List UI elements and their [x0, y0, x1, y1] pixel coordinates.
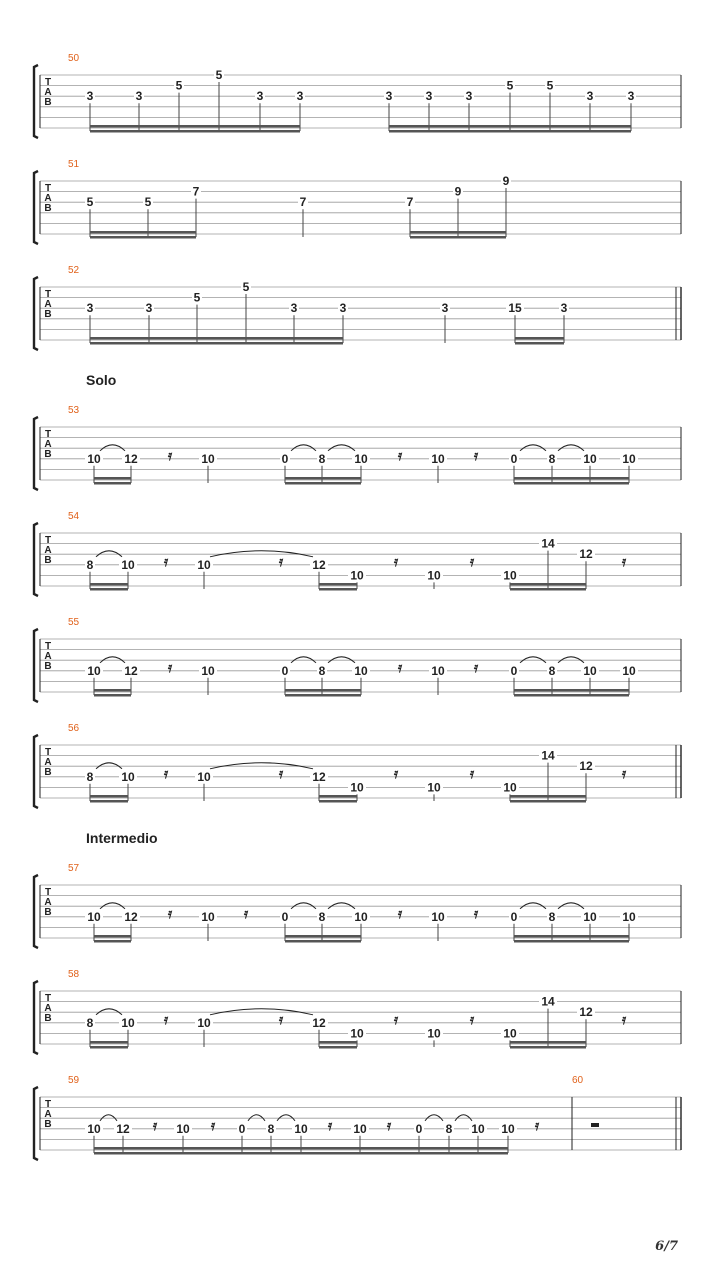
- rest-symbol: 𝄿: [327, 1117, 333, 1133]
- fret-number: 12: [312, 1015, 326, 1030]
- fret-number: 12: [124, 663, 138, 678]
- fret-number: 7: [406, 195, 414, 210]
- beam: [90, 125, 300, 128]
- tab-system: [34, 617, 681, 702]
- beam: [94, 689, 131, 692]
- fret-number: 3: [586, 89, 594, 104]
- beam: [319, 1041, 357, 1044]
- beam: [90, 795, 128, 798]
- tab-clef-letter: T: [44, 77, 52, 88]
- fret-number: 10: [431, 663, 445, 678]
- fret-number: 12: [579, 1005, 593, 1020]
- fret-number: 9: [454, 184, 462, 199]
- fret-number: 3: [385, 89, 393, 104]
- tab-clef-letter: B: [44, 1119, 52, 1130]
- fret-number: 8: [267, 1121, 275, 1136]
- tab-clef-letter: A: [44, 545, 52, 556]
- fret-number: 8: [86, 1015, 94, 1030]
- fret-number: 10: [294, 1121, 308, 1136]
- beam: [410, 231, 506, 234]
- tab-clef-letter: B: [44, 661, 52, 672]
- fret-number: 8: [548, 451, 556, 466]
- tie: [100, 445, 125, 451]
- fret-number: 12: [579, 547, 593, 562]
- beam: [515, 342, 564, 345]
- fret-number: 0: [510, 909, 518, 924]
- bar-number: 51: [68, 159, 80, 170]
- beam: [94, 1152, 508, 1155]
- tab-system: [34, 53, 681, 138]
- fret-number: 10: [197, 1015, 211, 1030]
- bar-number: 56: [68, 723, 80, 734]
- fret-number: 10: [583, 451, 597, 466]
- system-bracket: [34, 735, 38, 808]
- fret-number: 10: [350, 1026, 364, 1041]
- tab-system: [34, 863, 681, 948]
- fret-number: 3: [296, 89, 304, 104]
- fret-number: 9: [502, 174, 510, 188]
- tab-system: [34, 1075, 681, 1160]
- beam: [389, 125, 631, 128]
- fret-number: 14: [541, 748, 555, 763]
- rest-symbol: 𝄿: [397, 659, 403, 675]
- fret-number: 10: [350, 780, 364, 795]
- beam: [90, 130, 300, 133]
- rest-symbol: 𝄿: [397, 905, 403, 921]
- beam: [514, 482, 629, 485]
- bar-number: 55: [68, 617, 80, 628]
- tab-clef-letter: T: [44, 183, 52, 194]
- beam: [94, 477, 131, 480]
- tab-system: [34, 511, 681, 596]
- tab-clef-letter: B: [44, 449, 52, 460]
- fret-number: 10: [87, 909, 101, 924]
- tie: [520, 445, 546, 451]
- beam: [510, 795, 586, 798]
- fret-number: 10: [354, 663, 368, 678]
- fret-number: 5: [193, 290, 201, 305]
- fret-number: 10: [87, 663, 101, 678]
- fret-number: 12: [116, 1121, 130, 1136]
- beam: [90, 588, 128, 591]
- fret-number: 3: [290, 301, 298, 316]
- tab-system: [34, 969, 681, 1054]
- fret-number: 7: [299, 195, 307, 210]
- beam: [94, 694, 131, 697]
- tie: [558, 445, 584, 451]
- fret-number: 3: [339, 301, 347, 316]
- system-bracket: [34, 65, 38, 138]
- tab-system: [34, 723, 681, 808]
- beam: [285, 694, 361, 697]
- tab-clef-letter: T: [44, 887, 52, 898]
- fret-number: 0: [281, 663, 289, 678]
- fret-number: 10: [427, 1026, 441, 1041]
- fret-number: 10: [121, 557, 135, 572]
- fret-number: 14: [541, 536, 555, 551]
- beam: [510, 1046, 586, 1049]
- fret-number: 8: [318, 909, 326, 924]
- fret-number: 10: [583, 909, 597, 924]
- fret-number: 0: [415, 1121, 423, 1136]
- fret-number: 14: [541, 994, 555, 1009]
- rest-symbol: 𝄿: [152, 1117, 158, 1133]
- fret-number: 3: [256, 89, 264, 104]
- fret-number: 3: [135, 89, 143, 104]
- beam: [94, 935, 131, 938]
- beam: [510, 800, 586, 803]
- fret-number: 12: [312, 769, 326, 784]
- beam: [285, 689, 361, 692]
- fret-number: 3: [627, 89, 635, 104]
- rest-symbol: 𝄿: [278, 1011, 284, 1027]
- bar-number: 52: [68, 265, 80, 276]
- fret-number: 0: [510, 451, 518, 466]
- beam: [319, 1046, 357, 1049]
- fret-number: 10: [87, 451, 101, 466]
- tie: [291, 445, 316, 451]
- rest-symbol: 𝄿: [210, 1117, 216, 1133]
- tie: [328, 445, 355, 451]
- fret-number: 10: [622, 663, 636, 678]
- rest-symbol: 𝄿: [473, 905, 479, 921]
- fret-number: 0: [510, 663, 518, 678]
- rest-symbol: 𝄿: [621, 765, 627, 781]
- fret-number: 10: [583, 663, 597, 678]
- fret-number: 5: [242, 280, 250, 294]
- fret-number: 10: [622, 451, 636, 466]
- fret-number: 10: [503, 1026, 517, 1041]
- beam: [319, 795, 357, 798]
- bar-rest: [591, 1123, 599, 1127]
- tab-clef-letter: B: [44, 1013, 52, 1024]
- rest-symbol: 𝄿: [386, 1117, 392, 1133]
- fret-number: 5: [175, 78, 183, 93]
- fret-number: 5: [144, 195, 152, 210]
- system-bracket: [34, 523, 38, 596]
- system-bracket: [34, 875, 38, 948]
- rest-symbol: 𝄿: [469, 553, 475, 569]
- bar-number: 54: [68, 511, 80, 522]
- tab-clef-letter: T: [44, 535, 52, 546]
- beam: [514, 694, 629, 697]
- beam: [319, 583, 357, 586]
- tab-clef-letter: B: [44, 555, 52, 566]
- bar-number: 53: [68, 405, 80, 416]
- tab-clef-letter: A: [44, 1003, 52, 1014]
- fret-number: 5: [546, 78, 554, 93]
- fret-number: 10: [503, 780, 517, 795]
- tab-clef-letter: A: [44, 87, 52, 98]
- fret-number: 10: [176, 1121, 190, 1136]
- section-label-solo: Solo: [86, 372, 117, 388]
- fret-number: 10: [121, 1015, 135, 1030]
- fret-number: 10: [201, 909, 215, 924]
- fret-number: 10: [201, 451, 215, 466]
- fret-number: 10: [87, 1121, 101, 1136]
- fret-number: 8: [445, 1121, 453, 1136]
- fret-number: 10: [501, 1121, 515, 1136]
- beam: [90, 236, 196, 239]
- beam: [285, 940, 361, 943]
- fret-number: 5: [506, 78, 514, 93]
- beam: [514, 935, 629, 938]
- rest-symbol: 𝄿: [393, 1011, 399, 1027]
- tab-clef-letter: T: [44, 993, 52, 1004]
- beam: [510, 1041, 586, 1044]
- rest-symbol: 𝄿: [163, 1011, 169, 1027]
- beam: [285, 935, 361, 938]
- fret-number: 3: [441, 301, 449, 316]
- beam: [510, 588, 586, 591]
- beam: [94, 1147, 508, 1150]
- rest-symbol: 𝄿: [167, 447, 173, 463]
- rest-symbol: 𝄿: [278, 553, 284, 569]
- bar-number: 59: [68, 1075, 80, 1086]
- fret-number: 8: [548, 909, 556, 924]
- beam: [319, 588, 357, 591]
- rest-symbol: 𝄿: [163, 765, 169, 781]
- beam: [90, 1046, 128, 1049]
- page-number: 6/7: [655, 1239, 678, 1254]
- rest-symbol: 𝄿: [278, 765, 284, 781]
- section-label-intermedio: Intermedio: [86, 830, 158, 846]
- beam: [514, 940, 629, 943]
- system-bracket: [34, 417, 38, 490]
- rest-symbol: 𝄿: [397, 447, 403, 463]
- tab-clef-letter: B: [44, 309, 52, 320]
- fret-number: 12: [124, 909, 138, 924]
- beam: [90, 583, 128, 586]
- tab-system: [34, 405, 681, 490]
- tab-system: [34, 265, 681, 350]
- fret-number: 0: [281, 451, 289, 466]
- fret-number: 10: [431, 451, 445, 466]
- bar-number: 60: [572, 1075, 584, 1086]
- beam: [514, 689, 629, 692]
- system-bracket: [34, 171, 38, 244]
- fret-number: 15: [508, 301, 522, 316]
- tab-clef-letter: A: [44, 757, 52, 768]
- fret-number: 3: [465, 89, 473, 104]
- fret-number: 10: [197, 769, 211, 784]
- beam: [285, 482, 361, 485]
- fret-number: 3: [425, 89, 433, 104]
- fret-number: 10: [121, 769, 135, 784]
- rest-symbol: 𝄿: [469, 1011, 475, 1027]
- fret-number: 10: [503, 568, 517, 583]
- fret-number: 8: [86, 769, 94, 784]
- rest-symbol: 𝄿: [243, 905, 249, 921]
- beam: [319, 800, 357, 803]
- beam: [410, 236, 506, 239]
- tab-clef-letter: B: [44, 203, 52, 214]
- fret-number: 5: [215, 68, 223, 82]
- system-bracket: [34, 1087, 38, 1160]
- fret-number: 3: [86, 89, 94, 104]
- tab-clef-letter: A: [44, 299, 52, 310]
- rest-symbol: 𝄿: [534, 1117, 540, 1133]
- fret-number: 10: [431, 909, 445, 924]
- fret-number: 0: [238, 1121, 246, 1136]
- tab-clef-letter: T: [44, 641, 52, 652]
- beam: [94, 940, 131, 943]
- fret-number: 10: [471, 1121, 485, 1136]
- rest-symbol: 𝄿: [621, 553, 627, 569]
- tab-clef-letter: A: [44, 651, 52, 662]
- rest-symbol: 𝄿: [163, 553, 169, 569]
- fret-number: 10: [197, 557, 211, 572]
- beam: [94, 482, 131, 485]
- fret-number: 8: [318, 663, 326, 678]
- tab-clef-letter: B: [44, 97, 52, 108]
- tab-clef-letter: T: [44, 747, 52, 758]
- rest-symbol: 𝄿: [469, 765, 475, 781]
- tab-clef-letter: A: [44, 193, 52, 204]
- fret-number: 10: [201, 663, 215, 678]
- tab-clef-letter: A: [44, 1109, 52, 1120]
- system-bracket: [34, 277, 38, 350]
- fret-number: 12: [124, 451, 138, 466]
- tab-clef-letter: T: [44, 1099, 52, 1110]
- fret-number: 12: [579, 759, 593, 774]
- beam: [515, 337, 564, 340]
- beam: [90, 342, 343, 345]
- fret-number: 10: [427, 568, 441, 583]
- rest-symbol: 𝄿: [393, 765, 399, 781]
- beam: [389, 130, 631, 133]
- fret-number: 10: [354, 909, 368, 924]
- beam: [90, 1041, 128, 1044]
- fret-number: 10: [427, 780, 441, 795]
- beam: [285, 477, 361, 480]
- beam: [90, 800, 128, 803]
- beam: [514, 477, 629, 480]
- bar-number: 50: [68, 53, 80, 64]
- fret-number: 10: [622, 909, 636, 924]
- beam: [90, 231, 196, 234]
- system-bracket: [34, 981, 38, 1054]
- beam: [90, 337, 343, 340]
- fret-number: 7: [192, 184, 200, 199]
- fret-number: 10: [354, 451, 368, 466]
- fret-number: 3: [560, 301, 568, 316]
- fret-number: 3: [86, 301, 94, 316]
- rest-symbol: 𝄿: [621, 1011, 627, 1027]
- beam: [510, 583, 586, 586]
- tab-clef-letter: T: [44, 429, 52, 440]
- fret-number: 5: [86, 195, 94, 210]
- rest-symbol: 𝄿: [393, 553, 399, 569]
- fret-number: 12: [312, 557, 326, 572]
- tab-clef-letter: A: [44, 897, 52, 908]
- rest-symbol: 𝄿: [167, 905, 173, 921]
- rest-symbol: 𝄿: [473, 447, 479, 463]
- rest-symbol: 𝄿: [473, 659, 479, 675]
- fret-number: 3: [145, 301, 153, 316]
- tab-clef-letter: B: [44, 767, 52, 778]
- bar-number: 58: [68, 969, 80, 980]
- fret-number: 10: [350, 568, 364, 583]
- tab-system: [34, 159, 681, 244]
- tab-clef-letter: A: [44, 439, 52, 450]
- fret-number: 0: [281, 909, 289, 924]
- tab-clef-letter: B: [44, 907, 52, 918]
- fret-number: 10: [353, 1121, 367, 1136]
- fret-number: 8: [318, 451, 326, 466]
- rest-symbol: 𝄿: [167, 659, 173, 675]
- system-bracket: [34, 629, 38, 702]
- tab-clef-letter: T: [44, 289, 52, 300]
- fret-number: 8: [86, 557, 94, 572]
- fret-number: 8: [548, 663, 556, 678]
- bar-number: 57: [68, 863, 80, 874]
